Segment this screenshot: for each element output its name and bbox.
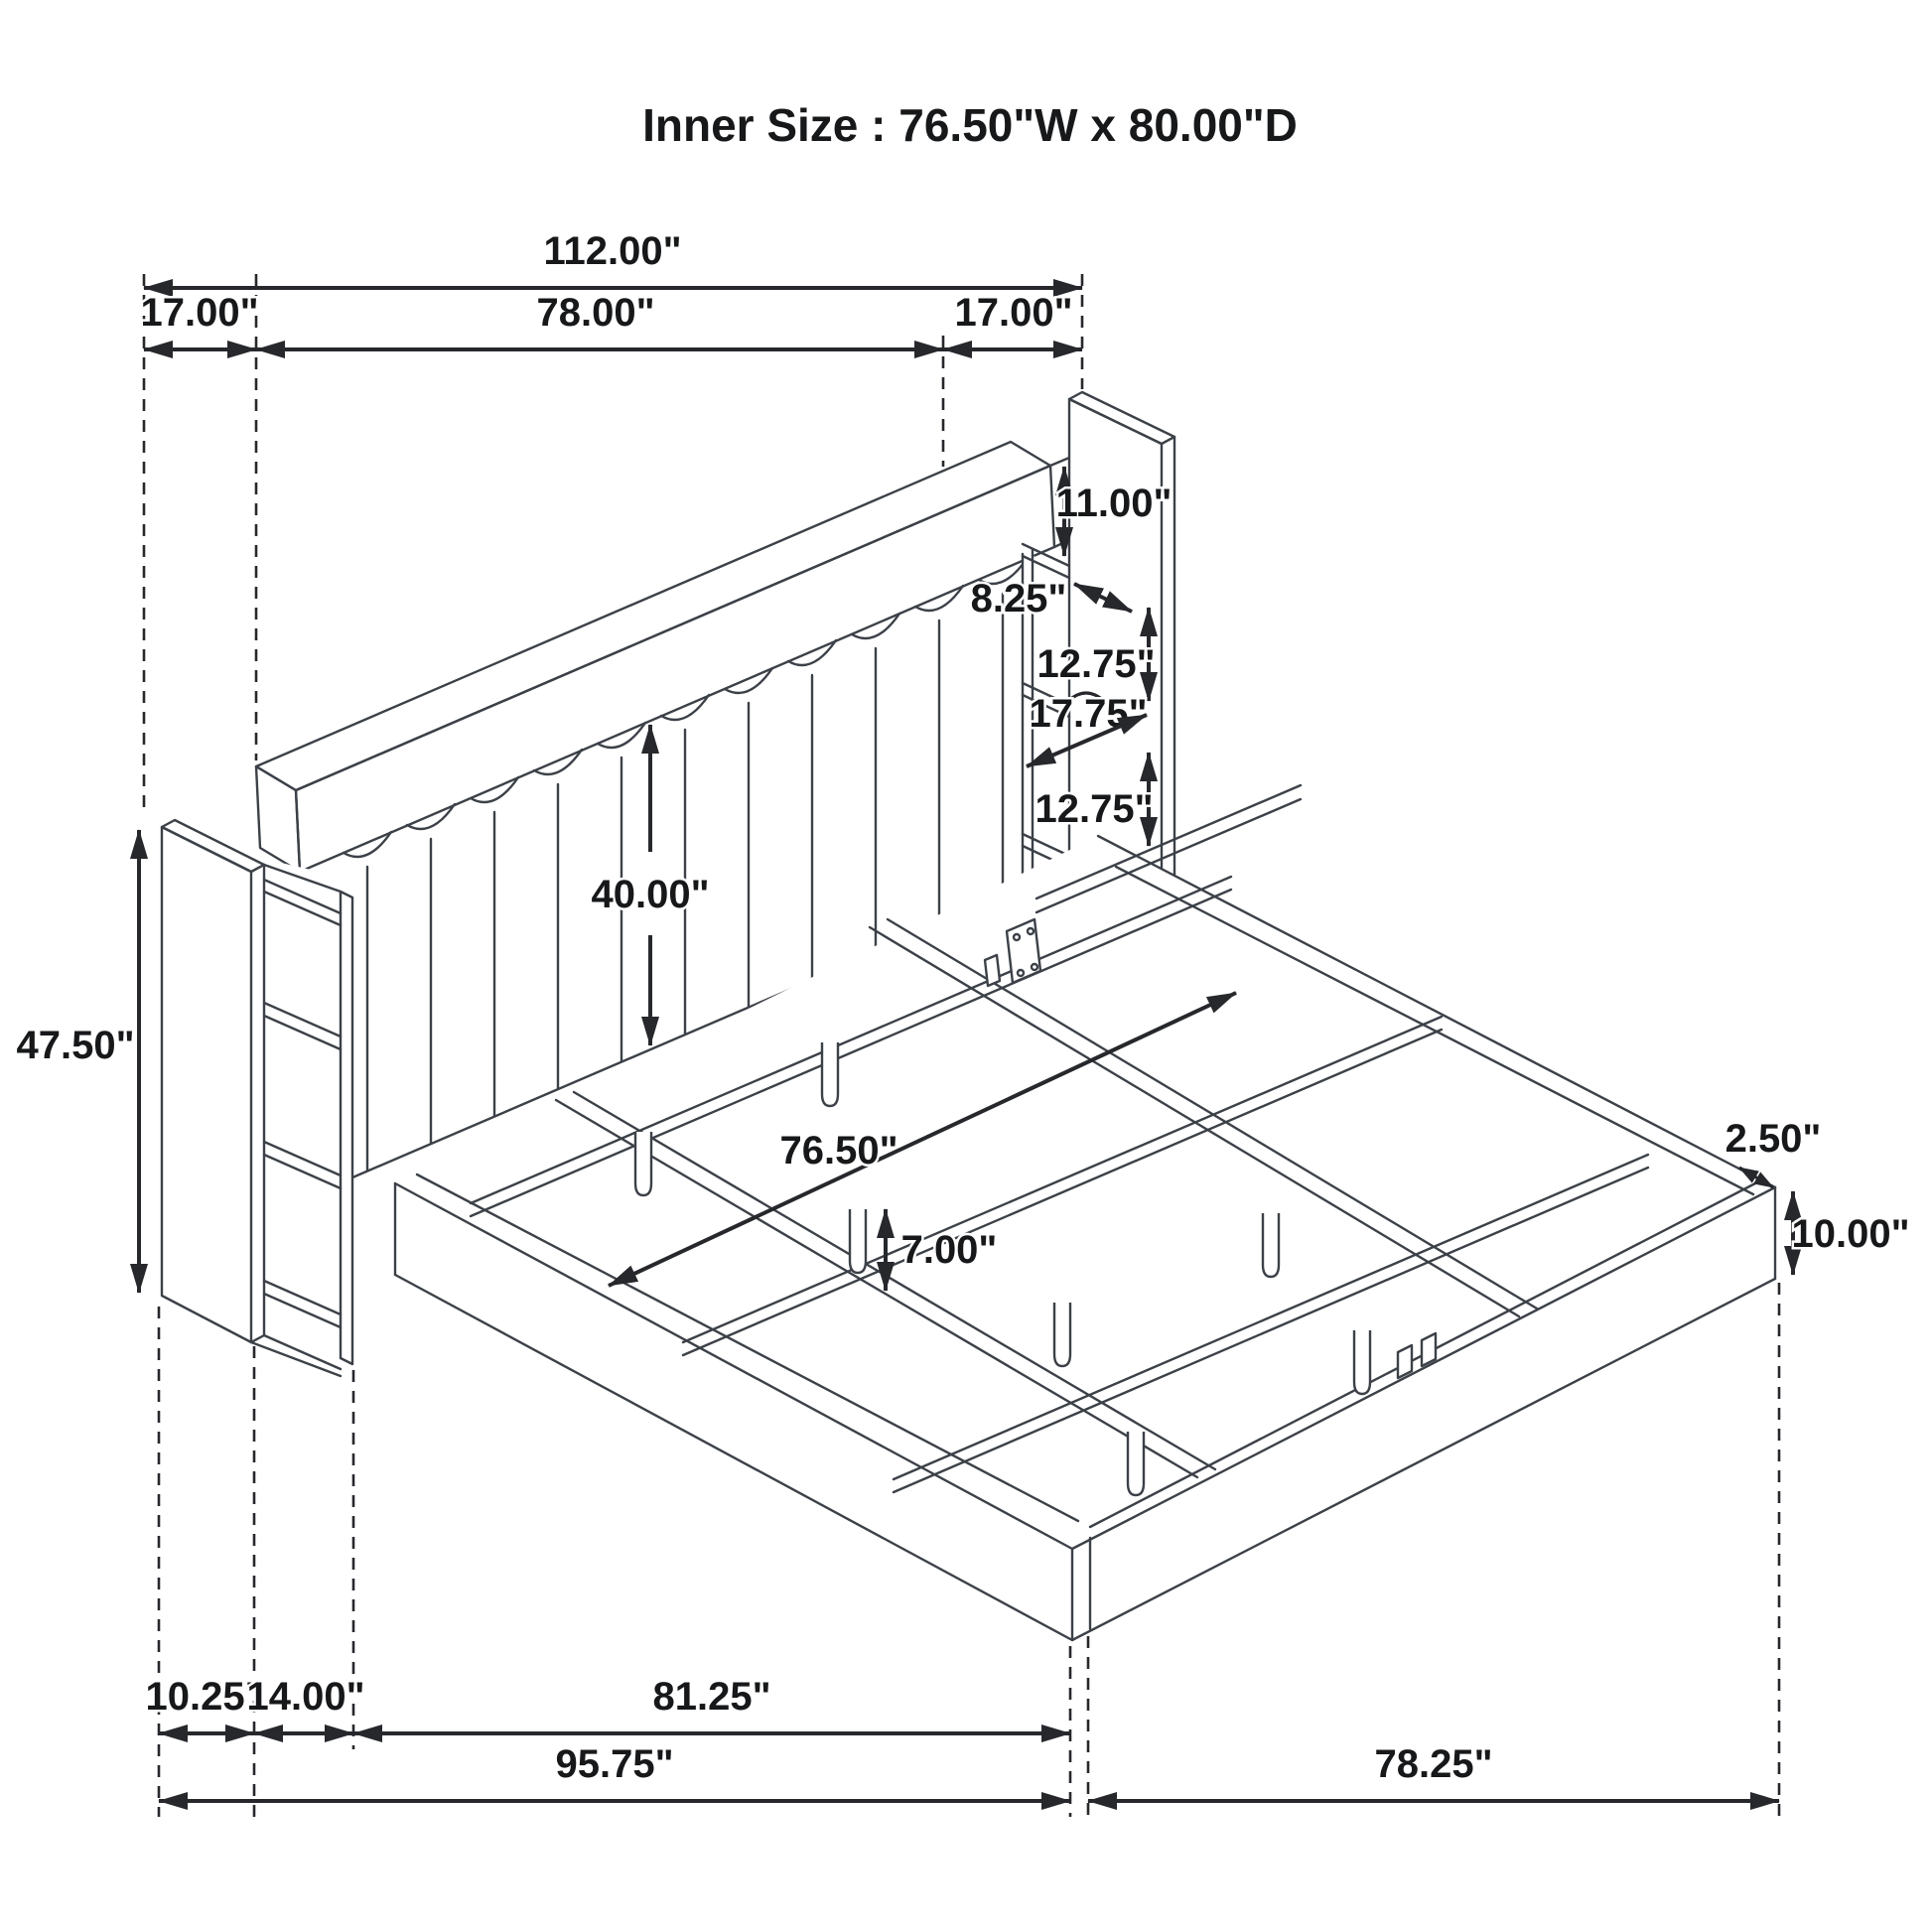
dim-rim-height-label: 10.00"	[1791, 1212, 1910, 1256]
left-pier	[162, 814, 353, 1376]
diagram-title: Inner Size : 76.50"W x 80.00"D	[642, 99, 1298, 151]
dim-pier-gap-label: 14.00"	[246, 1675, 365, 1719]
dim-total-depth-left-label: 95.75"	[555, 1742, 674, 1786]
dim-shelf-opening-label: 17.75"	[1029, 692, 1148, 736]
dim-headboard-width-label: 78.00"	[536, 291, 655, 335]
dim-panel-height-label: 40.00"	[591, 873, 710, 916]
dim-shelf-top-gap-label: 11.00"	[1055, 482, 1173, 525]
dim-shelf-depth-label: 8.25"	[970, 577, 1067, 621]
dim-pier-height-label: 47.50"	[16, 1024, 135, 1067]
dim-leg-height-label: 7.00"	[900, 1228, 998, 1272]
dim-inner-width-label: 76.50"	[779, 1129, 898, 1173]
dim-pier-depth-label: 10.25"	[145, 1675, 264, 1719]
dim-right-wing-label: 17.00"	[954, 291, 1073, 335]
dim-overall-width-label: 112.00"	[543, 229, 682, 273]
dim-rim-lip-label: 2.50"	[1725, 1117, 1822, 1161]
dim-frame-width-right-label: 78.25"	[1374, 1742, 1493, 1786]
dim-left-wing-label: 17.00"	[140, 291, 259, 335]
dim-shelf-gap-upper-label: 12.75"	[1036, 642, 1156, 686]
dim-frame-depth-label: 81.25"	[652, 1675, 771, 1719]
dim-shelf-gap-lower-label: 12.75"	[1035, 787, 1154, 831]
